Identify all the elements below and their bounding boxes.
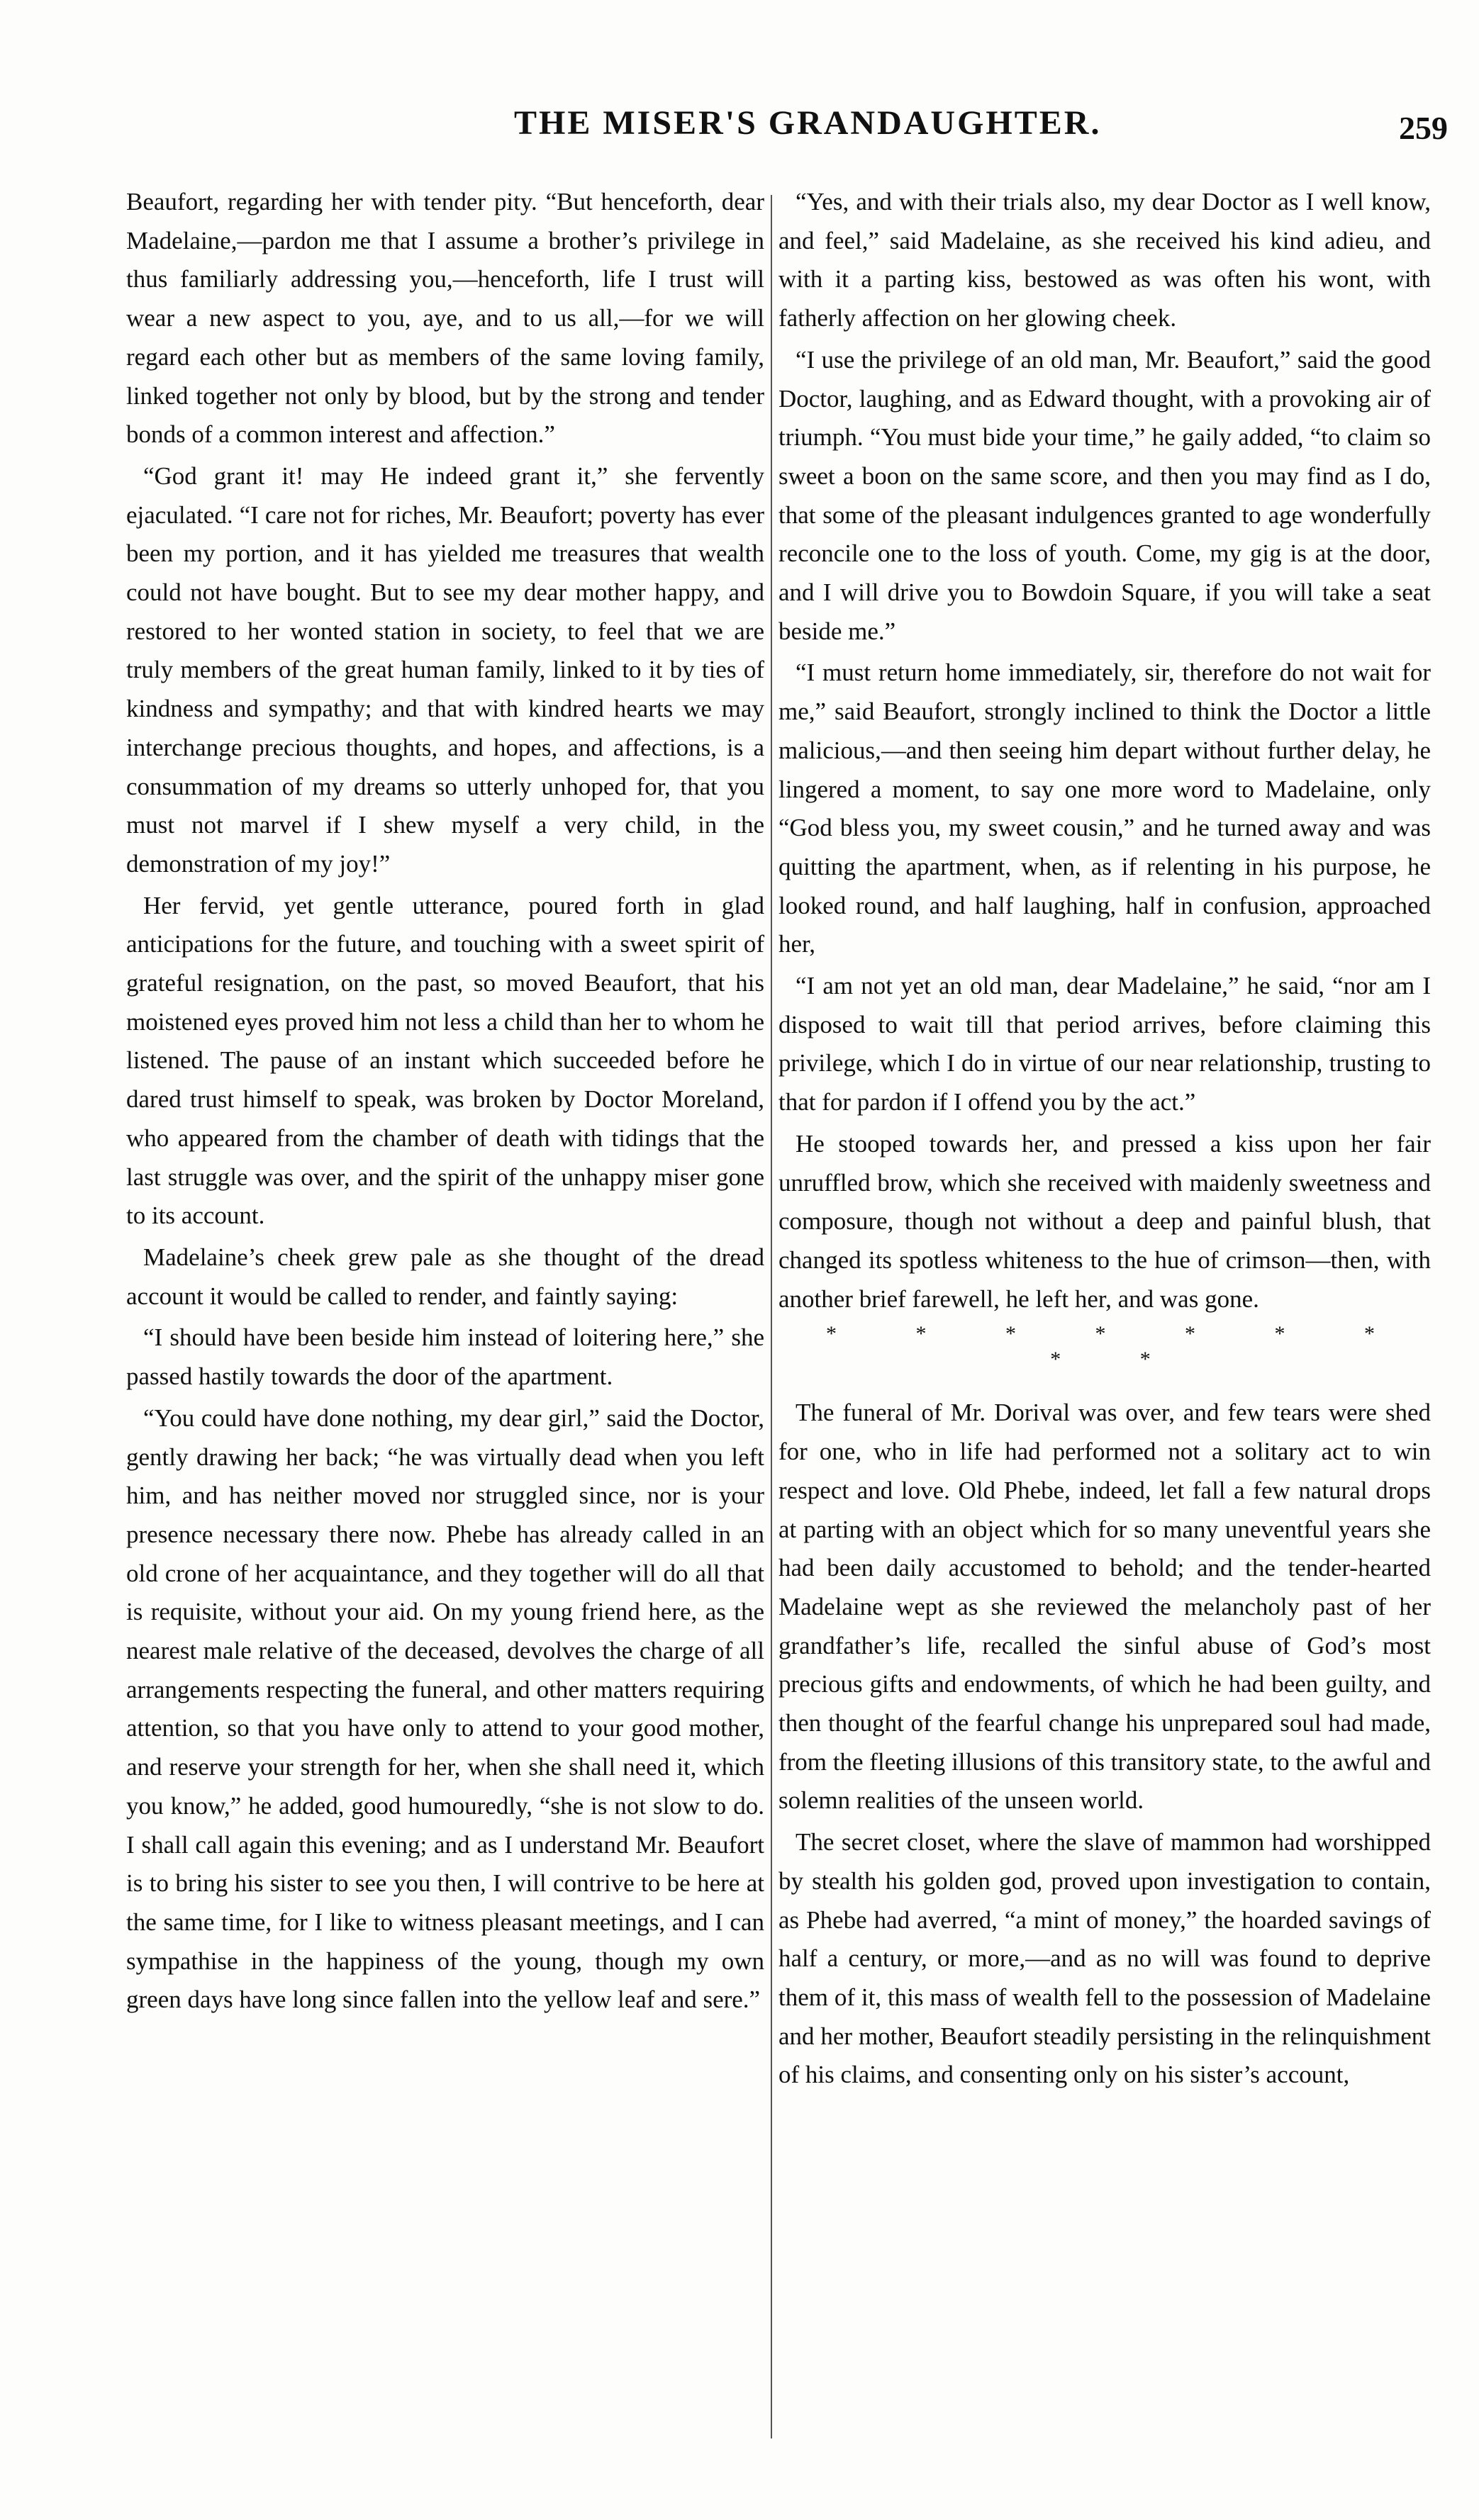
paragraph: “I should have been beside him instead of loitering here,” she passed hastily towards the door of the apartment. <box>126 1323 764 1391</box>
paragraph: The secret closet, where the slave of mammon had worshipped by stealth his golden god, proved upon investigation to contain, as Phebe had averred, “a mint of money,” the hoarded savings of half a century, or more,—and as no will was found to deprive them of it, this mass of wealth fell to the possession of Madelaine and her mother, Beaufort steadily persisting in the relinquishment of his claims, and consenting only on his sister’s account, <box>778 1828 1431 2089</box>
paragraph: “You could have done nothing, my dear girl,” said the Doctor, gently drawing her back; “he was virtually dead when you left him, and has neither moved nor struggled since, nor is your presence necessary there now. Phebe has already called in an old crone of her acquaintance, and they together will do all that is requisite, without your aid. On my young friend here, as the nearest male relative of the deceased, devolves the charge of all arrangements respecting the funeral, and other matters requiring attention, so that you have only to attend to your good mother, and reserve your strength for her, when she shall need it, which you know,” he added, good humouredly, “she is not slow to do. I shall call again this evening; and as I understand Mr. Beaufort is to bring his sister to see you then, I will contrive to be here at the same time, for I like to witness pleasant meetings, and I can sympathise in the happiness of the young, though my own green days have long since fallen into the yellow leaf and sere.” <box>126 1404 764 2014</box>
paragraph: He stooped towards her, and pressed a kiss upon her fair unruffled brow, which she received with maidenly sweetness and composure, though not without a deep and painful blush, that changed its spotless whiteness to the hue of crimson—then, with another brief farewell, he left her, and was gone. <box>778 1129 1431 1313</box>
paragraph: “I use the privilege of an old man, Mr. Beaufort,” said the good Doctor, laughing, and as Edward thought, with a provoking air of triumph. “You must bide your time,” he gaily added, “to claim so sweet a boon on the same score, and then you may find as I do, that some of the pleasant indulgences granted to age wonderfully reconcile one to the loss of youth. Come, my gig is at the door, and I will drive you to Bowdoin Square, if you will take a seat beside me.” <box>778 345 1431 645</box>
section-break: * * * * * * * * * <box>826 1322 1412 1372</box>
paragraph: “God grant it! may He indeed grant it,” she fervently ejaculated. “I care not for riches, Mr. Beaufort; poverty has ever been my portion, and it has yielded me treasures that wealth could not have bought. But to see my dear mother happy, and restored to her wonted station in society, to feel that we are truly members of the great human family, linked to it by ties of kindness and sympathy; and that with kindred hearts we may interchange precious thoughts, and hopes, and affections, is a consummation of my dreams so utterly unhoped for, that you must not marvel if I shew myself a very child, in the demonstration of my joy!” <box>126 461 764 878</box>
right-column <box>778 183 1431 2098</box>
paragraph: Beaufort, regarding her with tender pity. “But henceforth, dear Madelaine,—pardon me that I assume a brother’s privilege in thus familiarly addressing you,—henceforth, life I trust will wear a new aspect to you, aye, and to us all,—for we will regard each other but as members of the same loving family, linked together not only by blood, but by the strong and tender bonds of a common interest and affection.” <box>126 188 764 449</box>
paragraph: Her fervid, yet gentle utterance, poured forth in glad anticipations for the future, and touching with a sweet spirit of grateful resignation, on the past, so moved Beaufort, that his moistened eyes proved him not less a child than her to whom he listened. The pause of an instant which succeeded before he dared trust himself to speak, was broken by Doctor Moreland, who appeared from the chamber of death with tidings that the last struggle was over, and the spirit of the unhappy miser gone to its account. <box>126 891 764 1230</box>
paragraph: “I must return home immediately, sir, therefore do not wait for me,” said Beaufort, strongly inclined to think the Doctor a little malicious,—and then seeing him depart without further delay, he lingered a moment, to say one more word to Madelaine, only “God bless you, my sweet cousin,” and he turned away and was quitting the apartment, when, as if relenting in his purpose, he looked round, and half laughing, half in confusion, approached her, <box>778 659 1431 958</box>
left-column <box>126 183 764 2022</box>
page-header <box>128 103 1461 167</box>
paragraph: “I am not yet an old man, dear Madelaine,” he said, “nor am I disposed to wait till that period arrives, before claiming this privilege, which I do in virtue of our near relationship, trusting to that for pardon if I offend you by the act.” <box>778 972 1431 1116</box>
paragraph: Madelaine’s cheek grew pale as she thought of the dread account it would be called to render, and faintly saying: <box>126 1243 764 1310</box>
column-divider <box>771 195 772 2438</box>
page-number: 259 <box>1399 110 1448 146</box>
paragraph: The funeral of Mr. Dorival was over, and few tears were shed for one, who in life had performed not a solitary act to win respect and love. Old Phebe, indeed, let fall a few natural drops at parting with an object which for so many uneventful years she had been daily accustomed to behold; and the tender-hearted Madelaine wept as she reviewed the melancholy past of her grandfather’s life, recalled the sinful abuse of God’s most precious gifts and endowments, of which he had been guilty, and then thought of the fearful change his unprepared soul had made, from the fleeting illusions of this transitory state, to the awful and solemn realities of the unseen world. <box>778 1399 1431 1815</box>
paragraph: “Yes, and with their trials also, my dear Doctor as I well know, and feel,” said Madelaine, as she received his kind adieu, and with it a parting kiss, bestowed as was often his wont, with fatherly affection on her glowing cheek. <box>778 188 1431 332</box>
running-title: THE MISER'S GRANDAUGHTER. <box>514 104 1102 142</box>
